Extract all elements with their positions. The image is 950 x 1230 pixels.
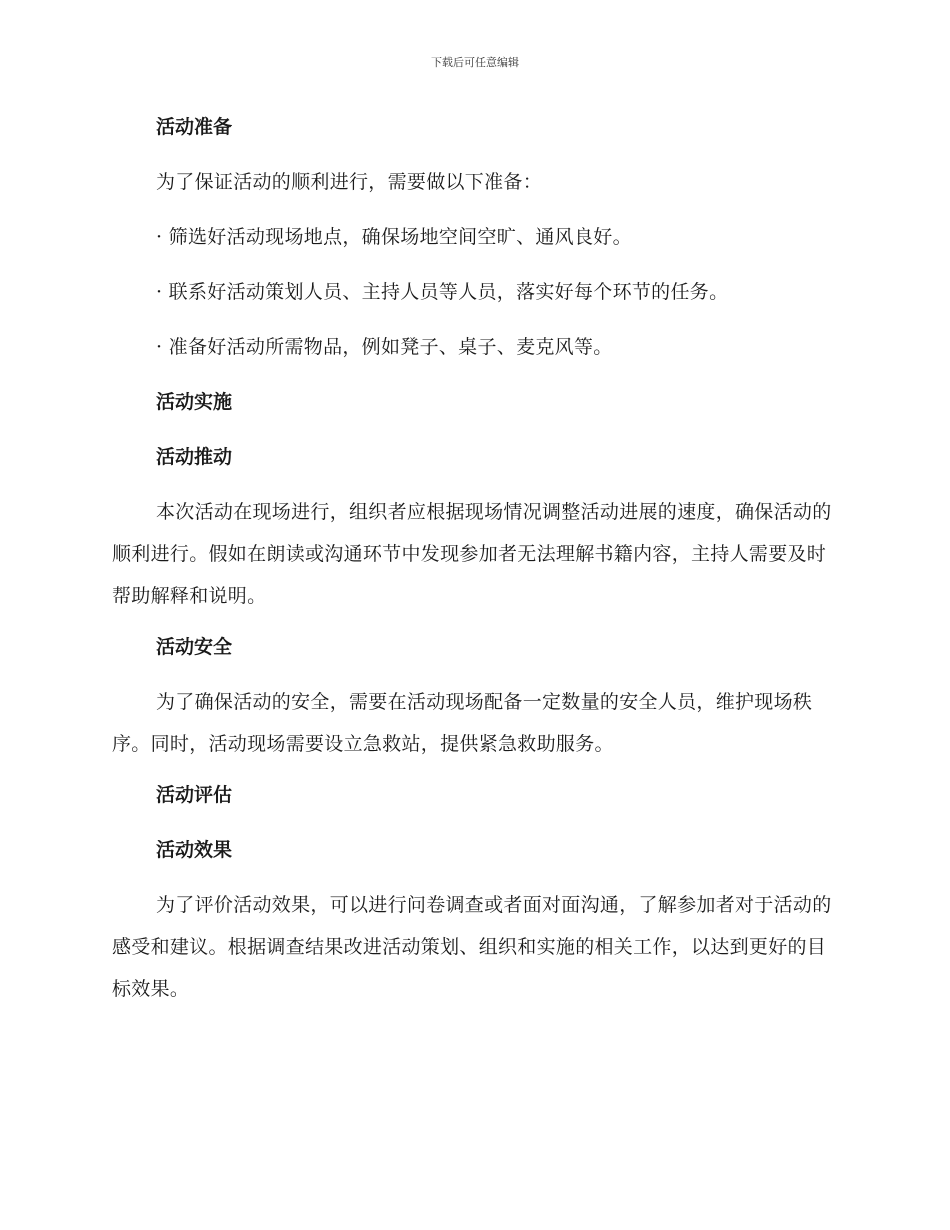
prep-item: · 准备好活动所需物品，例如凳子、桌子、麦克风等。	[156, 336, 613, 358]
heading-activity-prep: 活动准备	[156, 116, 233, 138]
heading-activity-promotion: 活动推动	[156, 446, 233, 468]
prep-intro: 为了保证活动的顺利进行，需要做以下准备：	[156, 171, 543, 193]
heading-activity-effect: 活动效果	[156, 839, 233, 861]
prep-item: · 筛选好活动现场地点，确保场地空间空旷、通风良好。	[156, 226, 632, 248]
safety-paragraph: 为了确保活动的安全，需要在活动现场配备一定数量的安全人员，维护现场秩序。同时，活动现场需要设立急救站，提供紧急救助服务。	[112, 691, 813, 755]
promotion-paragraph: 本次活动在现场进行，组织者应根据现场情况调整活动进展的速度，确保活动的顺利进行。假如在朗读或沟通环节中发现参加者无法理解书籍内容，主持人需要及时帮助解释和说明。	[112, 501, 832, 607]
heading-activity-safety: 活动安全	[156, 636, 233, 658]
prep-item: · 联系好活动策划人员、主持人员等人员，落实好每个环节的任务。	[156, 281, 729, 303]
effect-paragraph: 为了评价活动效果，可以进行问卷调查或者面对面沟通，了解参加者对于活动的感受和建议。根据调查结果改进活动策划、组织和实施的相关工作，以达到更好的目标效果。	[112, 894, 832, 1000]
page-header: 下载后可任意编辑	[431, 56, 519, 69]
heading-activity-implementation: 活动实施	[156, 391, 233, 413]
heading-activity-evaluation: 活动评估	[156, 784, 233, 806]
document-body	[112, 110, 836, 1023]
